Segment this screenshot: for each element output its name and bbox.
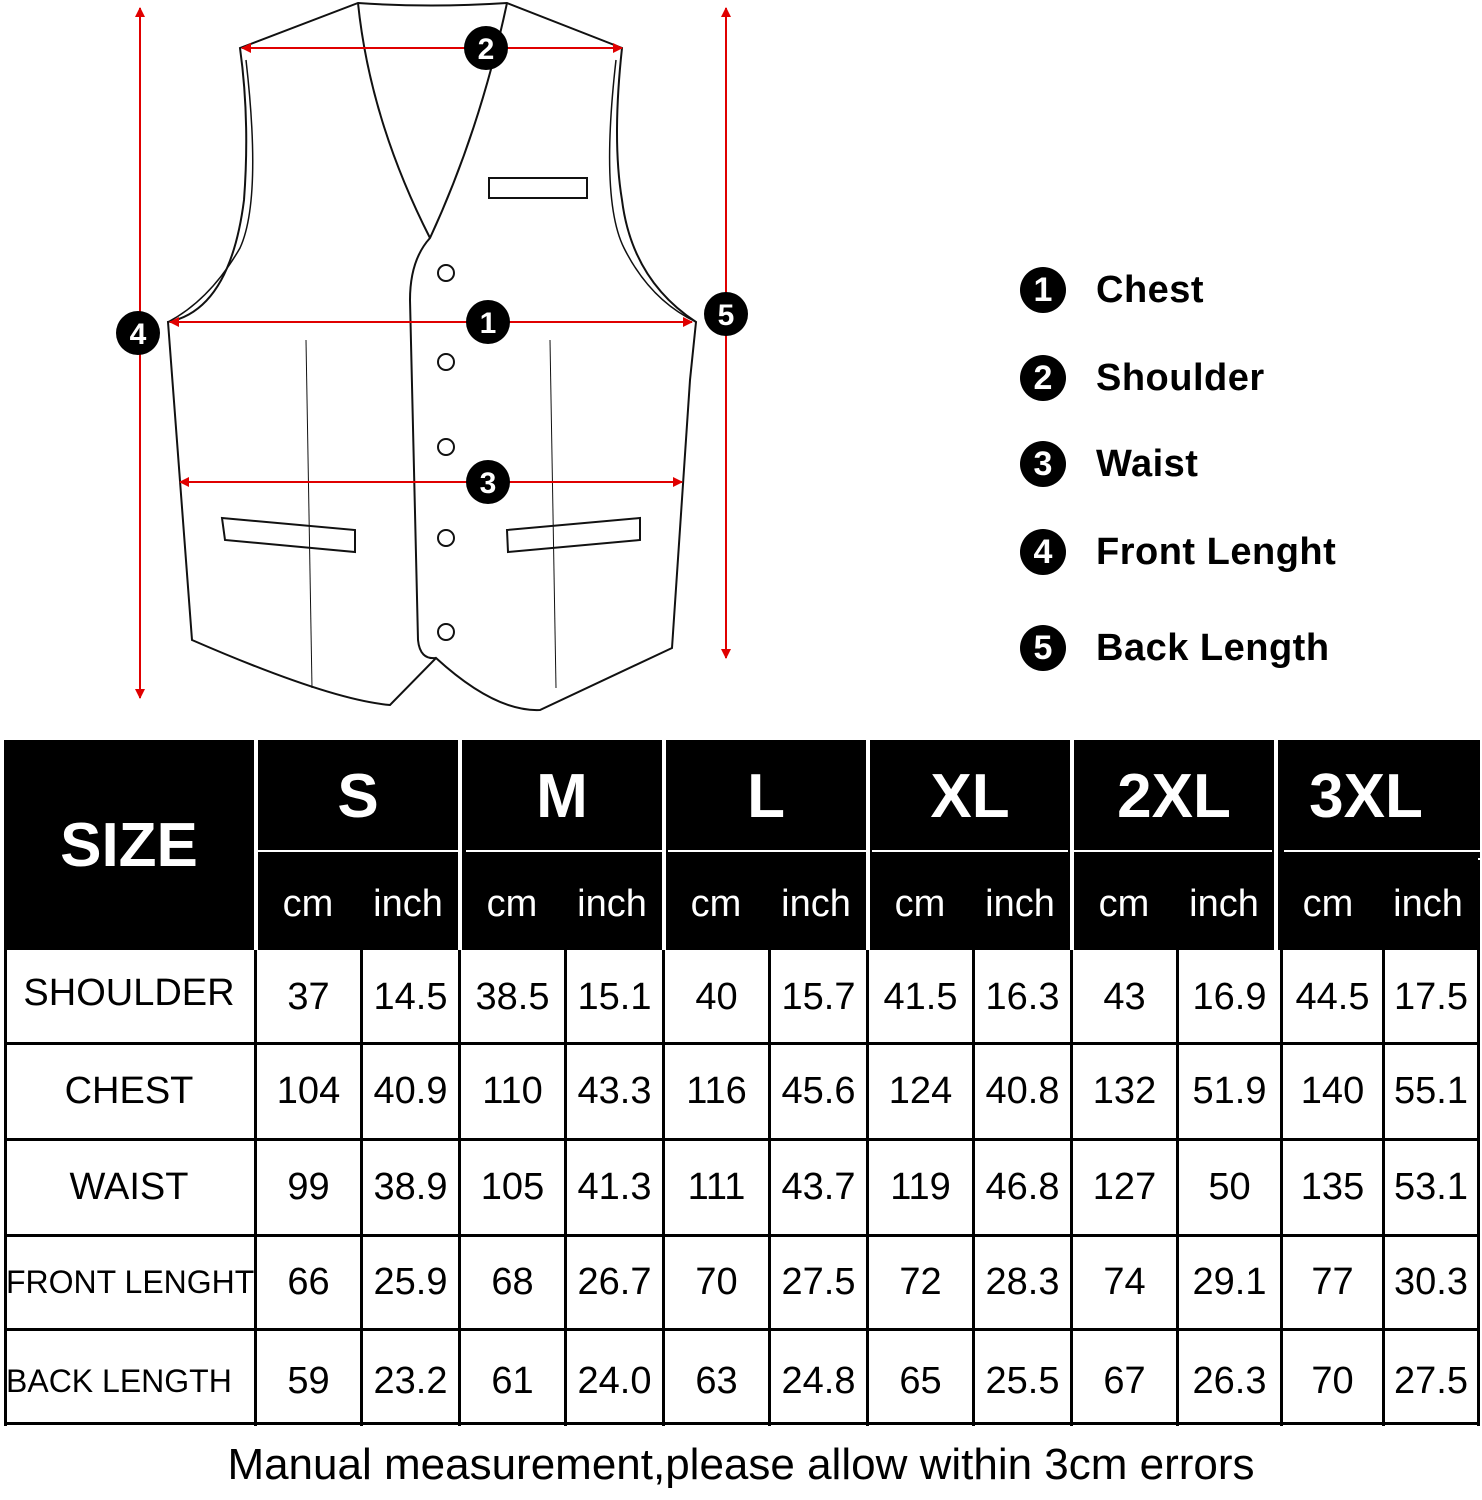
svg-text:2: 2 <box>477 33 495 66</box>
cell-xl-cm: 41.5 <box>883 975 958 1018</box>
cell-s-cm: 66 <box>287 1261 330 1303</box>
cell-2xl-inch: 50 <box>1208 1166 1251 1208</box>
cell-l-cm: 111 <box>687 1166 746 1208</box>
row-label-back-length: BACK LENGTH <box>6 1363 232 1399</box>
number-5-icon: 5 <box>1020 625 1066 671</box>
size-col-2xl: 2XL <box>1072 740 1276 852</box>
cell-xl-inch: 46.8 <box>985 1166 1060 1208</box>
cell-m-inch: 24.0 <box>577 1360 652 1402</box>
cell-2xl-cm: 67 <box>1103 1360 1146 1402</box>
cell-l-cm: 70 <box>695 1261 738 1303</box>
legend-label: Shoulder <box>1096 356 1265 399</box>
row-label-waist: WAIST <box>69 1166 189 1208</box>
cell-s-cm: 104 <box>276 1070 341 1112</box>
svg-text:3: 3 <box>479 467 497 500</box>
cell-3xl-inch: 30.3 <box>1394 1261 1468 1303</box>
cell-s-inch: 40.9 <box>373 1070 448 1112</box>
cell-s-inch: 14.5 <box>373 975 448 1018</box>
cell-m-cm: 110 <box>482 1070 543 1112</box>
grid-line <box>4 1422 1480 1425</box>
size-header: SIZE <box>4 740 254 950</box>
cell-3xl-cm: 70 <box>1311 1360 1354 1402</box>
cell-l-inch: 24.8 <box>781 1360 856 1402</box>
cell-m-inch: 26.7 <box>577 1261 652 1303</box>
cell-3xl-inch: 27.5 <box>1394 1360 1468 1402</box>
measurement-arrows <box>140 8 726 698</box>
cell-m-cm: 61 <box>491 1360 534 1402</box>
cell-3xl-inch: 53.1 <box>1394 1166 1468 1208</box>
cell-xl-inch: 28.3 <box>985 1261 1060 1303</box>
cell-s-inch: 23.2 <box>373 1360 448 1402</box>
unit-cm: cm <box>666 858 766 950</box>
cell-xl-inch: 25.5 <box>985 1360 1060 1402</box>
size-col-m: M <box>460 740 664 852</box>
grid-line <box>1477 950 1480 1426</box>
legend-item-back-length <box>1020 624 1330 672</box>
cell-2xl-cm: 43 <box>1103 975 1146 1018</box>
cell-m-inch: 43.3 <box>577 1070 652 1112</box>
cell-3xl-inch: 17.5 <box>1394 975 1468 1018</box>
measurement-note: Manual measurement,please allow within 3cm errors <box>227 1440 1255 1489</box>
cell-l-inch: 27.5 <box>781 1261 856 1303</box>
cell-2xl-inch: 51.9 <box>1192 1070 1267 1112</box>
cell-3xl-cm: 135 <box>1300 1166 1365 1208</box>
row-label-front-length: FRONT LENGHT <box>6 1264 255 1300</box>
legend-label: Back Length <box>1096 626 1330 669</box>
legend-label: Chest <box>1096 268 1205 311</box>
cell-l-inch: 43.7 <box>781 1166 856 1208</box>
unit-cm: cm <box>462 858 562 950</box>
unit-inch: inch <box>1378 858 1478 950</box>
size-col-s: S <box>256 740 460 852</box>
cell-s-inch: 38.9 <box>373 1166 448 1208</box>
cell-l-inch: 15.7 <box>781 975 856 1018</box>
legend-item-front-length <box>1020 528 1336 576</box>
cell-s-cm: 99 <box>287 1166 330 1208</box>
row-label-shoulder: SHOULDER <box>23 972 235 1014</box>
cell-2xl-inch: 16.9 <box>1192 975 1267 1018</box>
legend-item-shoulder <box>1020 354 1265 402</box>
unit-inch: inch <box>358 858 458 950</box>
marker-badges <box>116 26 748 504</box>
cell-s-inch: 25.9 <box>373 1261 448 1303</box>
marker-4-icon <box>116 311 160 355</box>
cell-s-cm: 37 <box>287 975 330 1018</box>
cell-l-inch: 45.6 <box>781 1070 856 1112</box>
cell-xl-cm: 119 <box>890 1166 951 1208</box>
marker-2-icon <box>464 26 508 70</box>
cell-2xl-cm: 132 <box>1092 1070 1157 1112</box>
cell-l-cm: 40 <box>695 975 738 1018</box>
unit-inch: inch <box>970 858 1070 950</box>
number-2-icon: 2 <box>1020 355 1066 401</box>
cell-xl-inch: 40.8 <box>985 1070 1060 1112</box>
size-chart-table <box>4 740 1480 1426</box>
unit-inch: inch <box>766 858 866 950</box>
cell-2xl-cm: 74 <box>1103 1261 1146 1303</box>
cell-m-cm: 38.5 <box>475 975 550 1018</box>
cell-m-inch: 41.3 <box>577 1166 652 1208</box>
cell-2xl-inch: 26.3 <box>1192 1360 1267 1402</box>
size-col-xl: XL <box>868 740 1072 852</box>
size-col-l: L <box>664 740 868 852</box>
cell-3xl-cm: 77 <box>1311 1261 1354 1303</box>
svg-text:1: 1 <box>479 307 497 340</box>
unit-cm: cm <box>1074 858 1174 950</box>
unit-inch: inch <box>562 858 662 950</box>
vest-outline-icon <box>168 3 696 710</box>
cell-m-inch: 15.1 <box>577 975 652 1018</box>
cell-xl-cm: 72 <box>899 1261 942 1303</box>
cell-xl-cm: 65 <box>899 1360 942 1402</box>
marker-5-icon <box>704 292 748 336</box>
cell-l-cm: 116 <box>686 1070 747 1112</box>
marker-3-icon <box>466 460 510 504</box>
cell-xl-cm: 124 <box>888 1070 953 1112</box>
number-3-icon: 3 <box>1020 441 1066 487</box>
cell-3xl-cm: 140 <box>1300 1070 1365 1112</box>
legend-item-chest <box>1020 266 1204 314</box>
number-1-icon: 1 <box>1020 267 1066 313</box>
unit-inch: inch <box>1174 858 1274 950</box>
cell-3xl-cm: 44.5 <box>1295 975 1370 1018</box>
cell-xl-inch: 16.3 <box>985 975 1060 1018</box>
row-label-chest: CHEST <box>64 1070 194 1112</box>
vest-measurement-diagram <box>0 0 1000 720</box>
legend-label: Front Lenght <box>1096 530 1337 573</box>
cell-l-cm: 63 <box>695 1360 738 1402</box>
number-4-icon: 4 <box>1020 529 1066 575</box>
legend-label: Waist <box>1096 442 1199 485</box>
cell-m-cm: 68 <box>491 1261 534 1303</box>
svg-text:4: 4 <box>129 318 147 351</box>
size-col-3xl: 3XL <box>1276 740 1456 852</box>
cell-2xl-cm: 127 <box>1092 1166 1157 1208</box>
cell-3xl-inch: 55.1 <box>1394 1070 1468 1112</box>
marker-1-icon <box>466 300 510 344</box>
cell-2xl-inch: 29.1 <box>1192 1261 1267 1303</box>
cell-s-cm: 59 <box>287 1360 330 1402</box>
unit-cm: cm <box>1278 858 1378 950</box>
unit-cm: cm <box>870 858 970 950</box>
legend-item-waist <box>1020 440 1198 488</box>
cell-m-cm: 105 <box>480 1166 545 1208</box>
unit-cm: cm <box>258 858 358 950</box>
svg-text:5: 5 <box>717 299 735 332</box>
